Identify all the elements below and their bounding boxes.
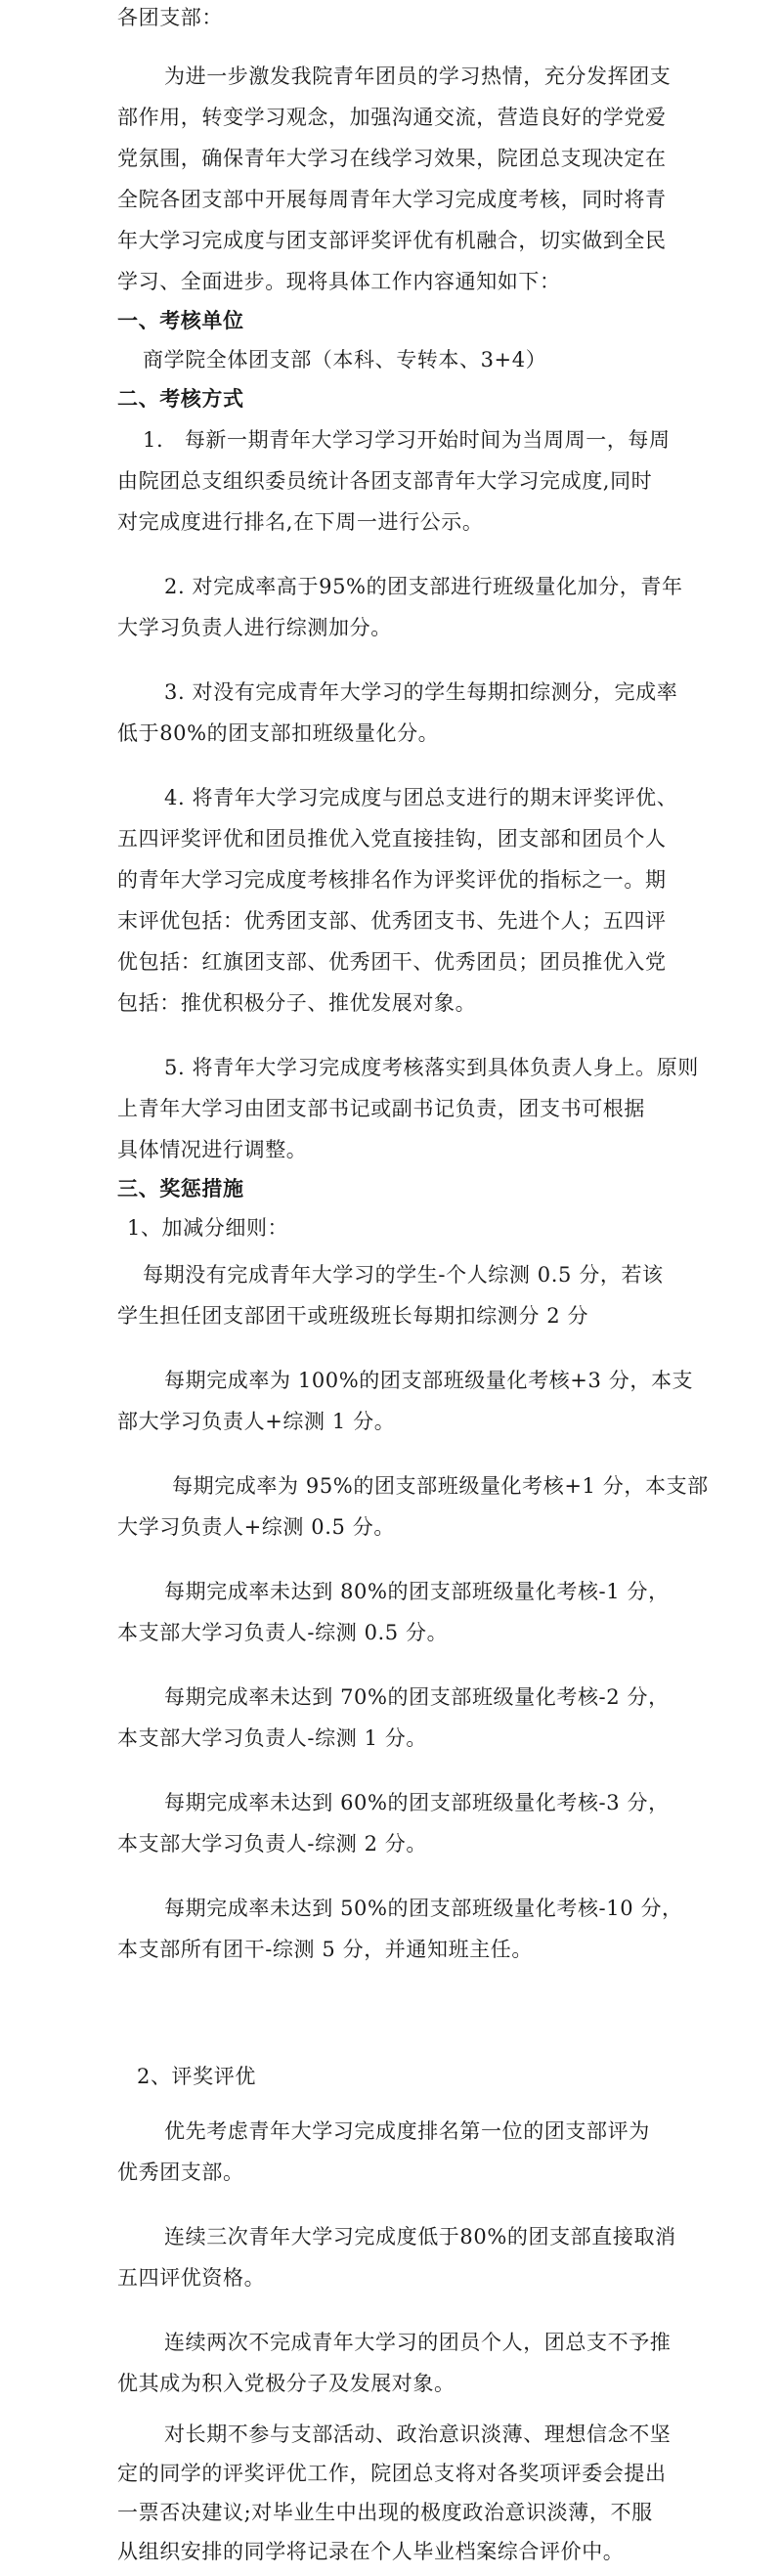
intro-line: 为进一步激发我院青年团员的学习热情，充分发挥团支 (164, 65, 672, 88)
section-1-body: 商学院全体团支部（本科、专转本、3+4） (143, 348, 547, 371)
item-line: 由院团总支组织委员统计各团支部青年大学习完成度,同时 (117, 469, 653, 493)
subsection-1-title: 1、加减分细则： (127, 1216, 289, 1240)
item-line: 包括：推优积极分子、推优发展对象。 (117, 991, 477, 1015)
intro-line: 党氛围，确保青年大学习在线学习效果，院团总支现决定在 (117, 147, 667, 170)
greeting: 各团支部： (117, 6, 223, 29)
intro-line: 全院各团支部中开展每周青年大学习完成度考核，同时将青 (117, 188, 667, 211)
evaluation-line: 对长期不参与支部活动、政治意识淡薄、理想信念不坚 (164, 2423, 672, 2446)
rule-line: 大学习负责人+综测 0.5 分。 (117, 1515, 395, 1539)
item-line: 对完成度进行排名,在下周一进行公示。 (117, 510, 484, 534)
item-line: 2. 对完成率高于95%的团支部进行班级量化加分，青年 (164, 575, 683, 598)
section-3-title: 三、奖惩措施 (117, 1177, 244, 1201)
rule-line: 每期完成率未达到 50%的团支部班级量化考核-10 分， (164, 1897, 683, 1920)
rule-line: 本支部大学习负责人-综测 1 分。 (117, 1726, 428, 1750)
rule-line: 每期没有完成青年大学习的学生-个人综测 0.5 分，若该 (143, 1263, 664, 1287)
rule-line: 每期完成率为 95%的团支部班级量化考核+1 分，本支部 (172, 1474, 709, 1498)
rule-line: 部大学习负责人+综测 1 分。 (117, 1410, 396, 1433)
intro-line: 年大学习完成度与团支部评奖评优有机融合，切实做到全民 (117, 229, 667, 252)
item-line: 的青年大学习完成度考核排名作为评奖评优的指标之一。期 (117, 868, 667, 892)
item-line: 4. 将青年大学习完成度与团总支进行的期末评奖评优、 (164, 786, 678, 809)
evaluation-line: 连续两次不完成青年大学习的团员个人，团总支不予推 (164, 2331, 672, 2354)
section-1-title: 一、考核单位 (117, 309, 244, 332)
item-line: 3. 对没有完成青年大学习的学生每期扣综测分，完成率 (164, 680, 678, 704)
evaluation-line: 优先考虑青年大学习完成度排名第一位的团支部评为 (164, 2119, 650, 2143)
intro-line: 部作用，转变学习观念，加强沟通交流，营造良好的学党爱 (117, 106, 667, 129)
evaluation-line: 优其成为积入党极分子及发展对象。 (117, 2372, 456, 2395)
item-line: 末评优包括：优秀团支部、优秀团支书、先进个人；五四评 (117, 909, 667, 933)
item-line: 5. 将青年大学习完成度考核落实到具体负责人身上。原则 (164, 1056, 699, 1079)
rule-line: 本支部大学习负责人-综测 2 分。 (117, 1832, 428, 1856)
item-line: 大学习负责人进行综测加分。 (117, 616, 392, 639)
subsection-2-title: 2、评奖评优 (137, 2065, 256, 2088)
intro-line: 学习、全面进步。现将具体工作内容通知如下： (117, 270, 561, 293)
rule-line: 本支部大学习负责人-综测 0.5 分。 (117, 1621, 449, 1644)
rule-line: 学生担任团支部团干或班级班长每期扣综测分 2 分 (117, 1304, 589, 1328)
evaluation-line: 一票否决建议;对毕业生中出现的极度政治意识淡薄，不服 (117, 2501, 653, 2524)
rule-line: 每期完成率未达到 60%的团支部班级量化考核-3 分， (164, 1791, 670, 1814)
rule-line: 每期完成率为 100%的团支部班级量化考核+3 分，本支 (164, 1369, 694, 1392)
section-2-title: 二、考核方式 (117, 387, 244, 411)
item-line: 低于80%的团支部扣班级量化分。 (117, 721, 440, 745)
rule-line: 每期完成率未达到 80%的团支部班级量化考核-1 分， (164, 1580, 670, 1603)
evaluation-line: 连续三次青年大学习完成度低于80%的团支部直接取消 (164, 2225, 676, 2249)
evaluation-line: 优秀团支部。 (117, 2161, 244, 2184)
item-line: 上青年大学习由团支部书记或副书记负责，团支书可根据 (117, 1097, 645, 1120)
evaluation-line: 定的同学的评奖评优工作，院团总支将对各奖项评委会提出 (117, 2462, 667, 2485)
item-line: 优包括：红旗团支部、优秀团干、优秀团员；团员推优入党 (117, 950, 667, 974)
item-line: 1. 每新一期青年大学习学习开始时间为当周周一，每周 (143, 428, 671, 452)
rule-line: 每期完成率未达到 70%的团支部班级量化考核-2 分， (164, 1685, 670, 1709)
item-line: 五四评奖评优和团员推优入党直接挂钩，团支部和团员个人 (117, 827, 667, 851)
item-line: 具体情况进行调整。 (117, 1138, 308, 1161)
evaluation-line: 五四评优资格。 (117, 2266, 266, 2290)
rule-line: 本支部所有团干-综测 5 分，并通知班主任。 (117, 1938, 534, 1961)
evaluation-line: 从组织安排的同学将记录在个人毕业档案综合评价中。 (117, 2540, 625, 2563)
